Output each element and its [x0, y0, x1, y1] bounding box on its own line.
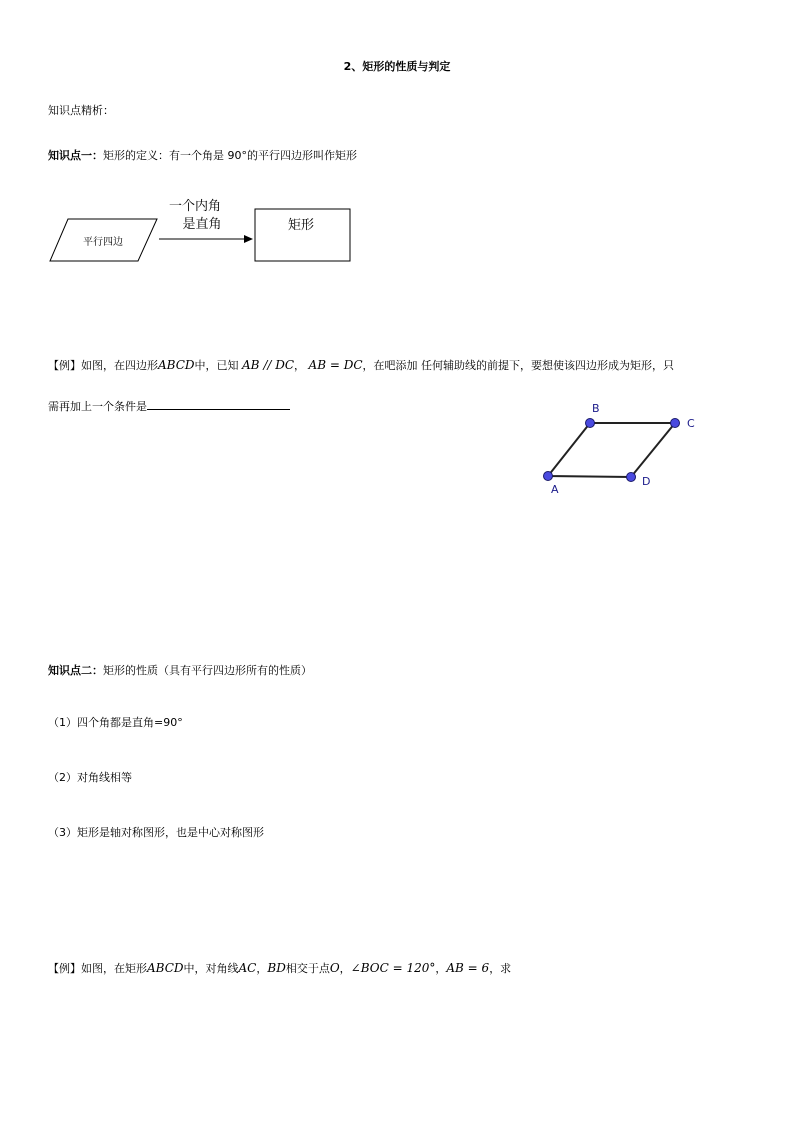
- knowledge-point-1: [48, 147, 357, 163]
- math-abcd-2: ABCD: [147, 961, 184, 975]
- label-d: D: [642, 475, 651, 488]
- kp1-label: 知识点一：: [48, 149, 103, 162]
- example1-line1: [48, 357, 674, 373]
- kp2-label: 知识点二：: [48, 664, 103, 677]
- parallelogram-label: 平行四边: [83, 237, 123, 248]
- example2-text4: ，: [339, 962, 351, 975]
- math-abcd: ABCD: [158, 358, 195, 372]
- property-item-3: （3）矩形是轴对称图形，也是中心对称图形: [48, 826, 264, 839]
- example2-line1: [48, 960, 511, 976]
- arrow-head-icon: [244, 235, 253, 243]
- math-ac: AC: [238, 961, 257, 975]
- example1-text1: 中，已知: [194, 359, 239, 372]
- example2-text3: 相交于点: [285, 962, 330, 975]
- page-title: 2、矩形的性质与判定: [343, 60, 451, 73]
- parallelogram-abcd: [548, 423, 675, 477]
- kp1-text: 矩形的定义：有一个角是 90°的平行四边形叫作矩形: [103, 149, 357, 162]
- label-b: B: [592, 402, 600, 415]
- math-o: O: [329, 961, 340, 975]
- arrow-label-line2: 是直角: [182, 217, 222, 232]
- math-angle-boc: ∠BOC = 120°: [350, 961, 436, 975]
- example1-line2: [48, 398, 290, 414]
- example2-text6: ，求: [489, 962, 512, 975]
- point-a: [544, 472, 553, 481]
- intro-heading: 知识点精析：: [48, 104, 114, 117]
- example2-prefix: 【例】如图，在矩形: [48, 962, 147, 975]
- answer-blank[interactable]: [147, 398, 290, 410]
- property-item-1: （1）四个角都是直角=90°: [48, 716, 183, 729]
- parallelogram-figure: [536, 398, 706, 498]
- math-bd: BD: [267, 961, 286, 975]
- math-ab-equals-dc: AB = DC: [308, 358, 363, 372]
- math-ab-parallel-dc: AB // DC: [242, 358, 295, 372]
- example1-prefix: 【例】如图，在四边形: [48, 359, 158, 372]
- example1-condition-prompt: 需再加上一个条件是: [48, 400, 147, 413]
- example2-text5: ，: [435, 962, 447, 975]
- knowledge-point-2: [48, 662, 312, 678]
- example2-text1: 中，对角线: [183, 962, 239, 975]
- definition-flow-diagram: [45, 192, 365, 268]
- example1-text3: ，在吧添加 任何辅助线的前提下，要想使该四边形成为矩形，只: [362, 359, 675, 372]
- point-c: [671, 419, 680, 428]
- arrow-label-line1: 一个内角: [168, 199, 222, 214]
- point-d: [627, 473, 636, 482]
- example2-text2: ，: [256, 962, 268, 975]
- label-a: A: [551, 483, 559, 496]
- point-b: [586, 419, 595, 428]
- math-ab-equals-6: AB = 6: [446, 961, 490, 975]
- property-item-2: （2）对角线相等: [48, 771, 132, 784]
- example1-text2: ，: [294, 359, 306, 372]
- rectangle-shape: [255, 209, 350, 261]
- rectangle-label: 矩形: [287, 218, 315, 233]
- label-c: C: [687, 417, 695, 430]
- kp2-text: 矩形的性质（具有平行四边形所有的性质）: [103, 664, 312, 677]
